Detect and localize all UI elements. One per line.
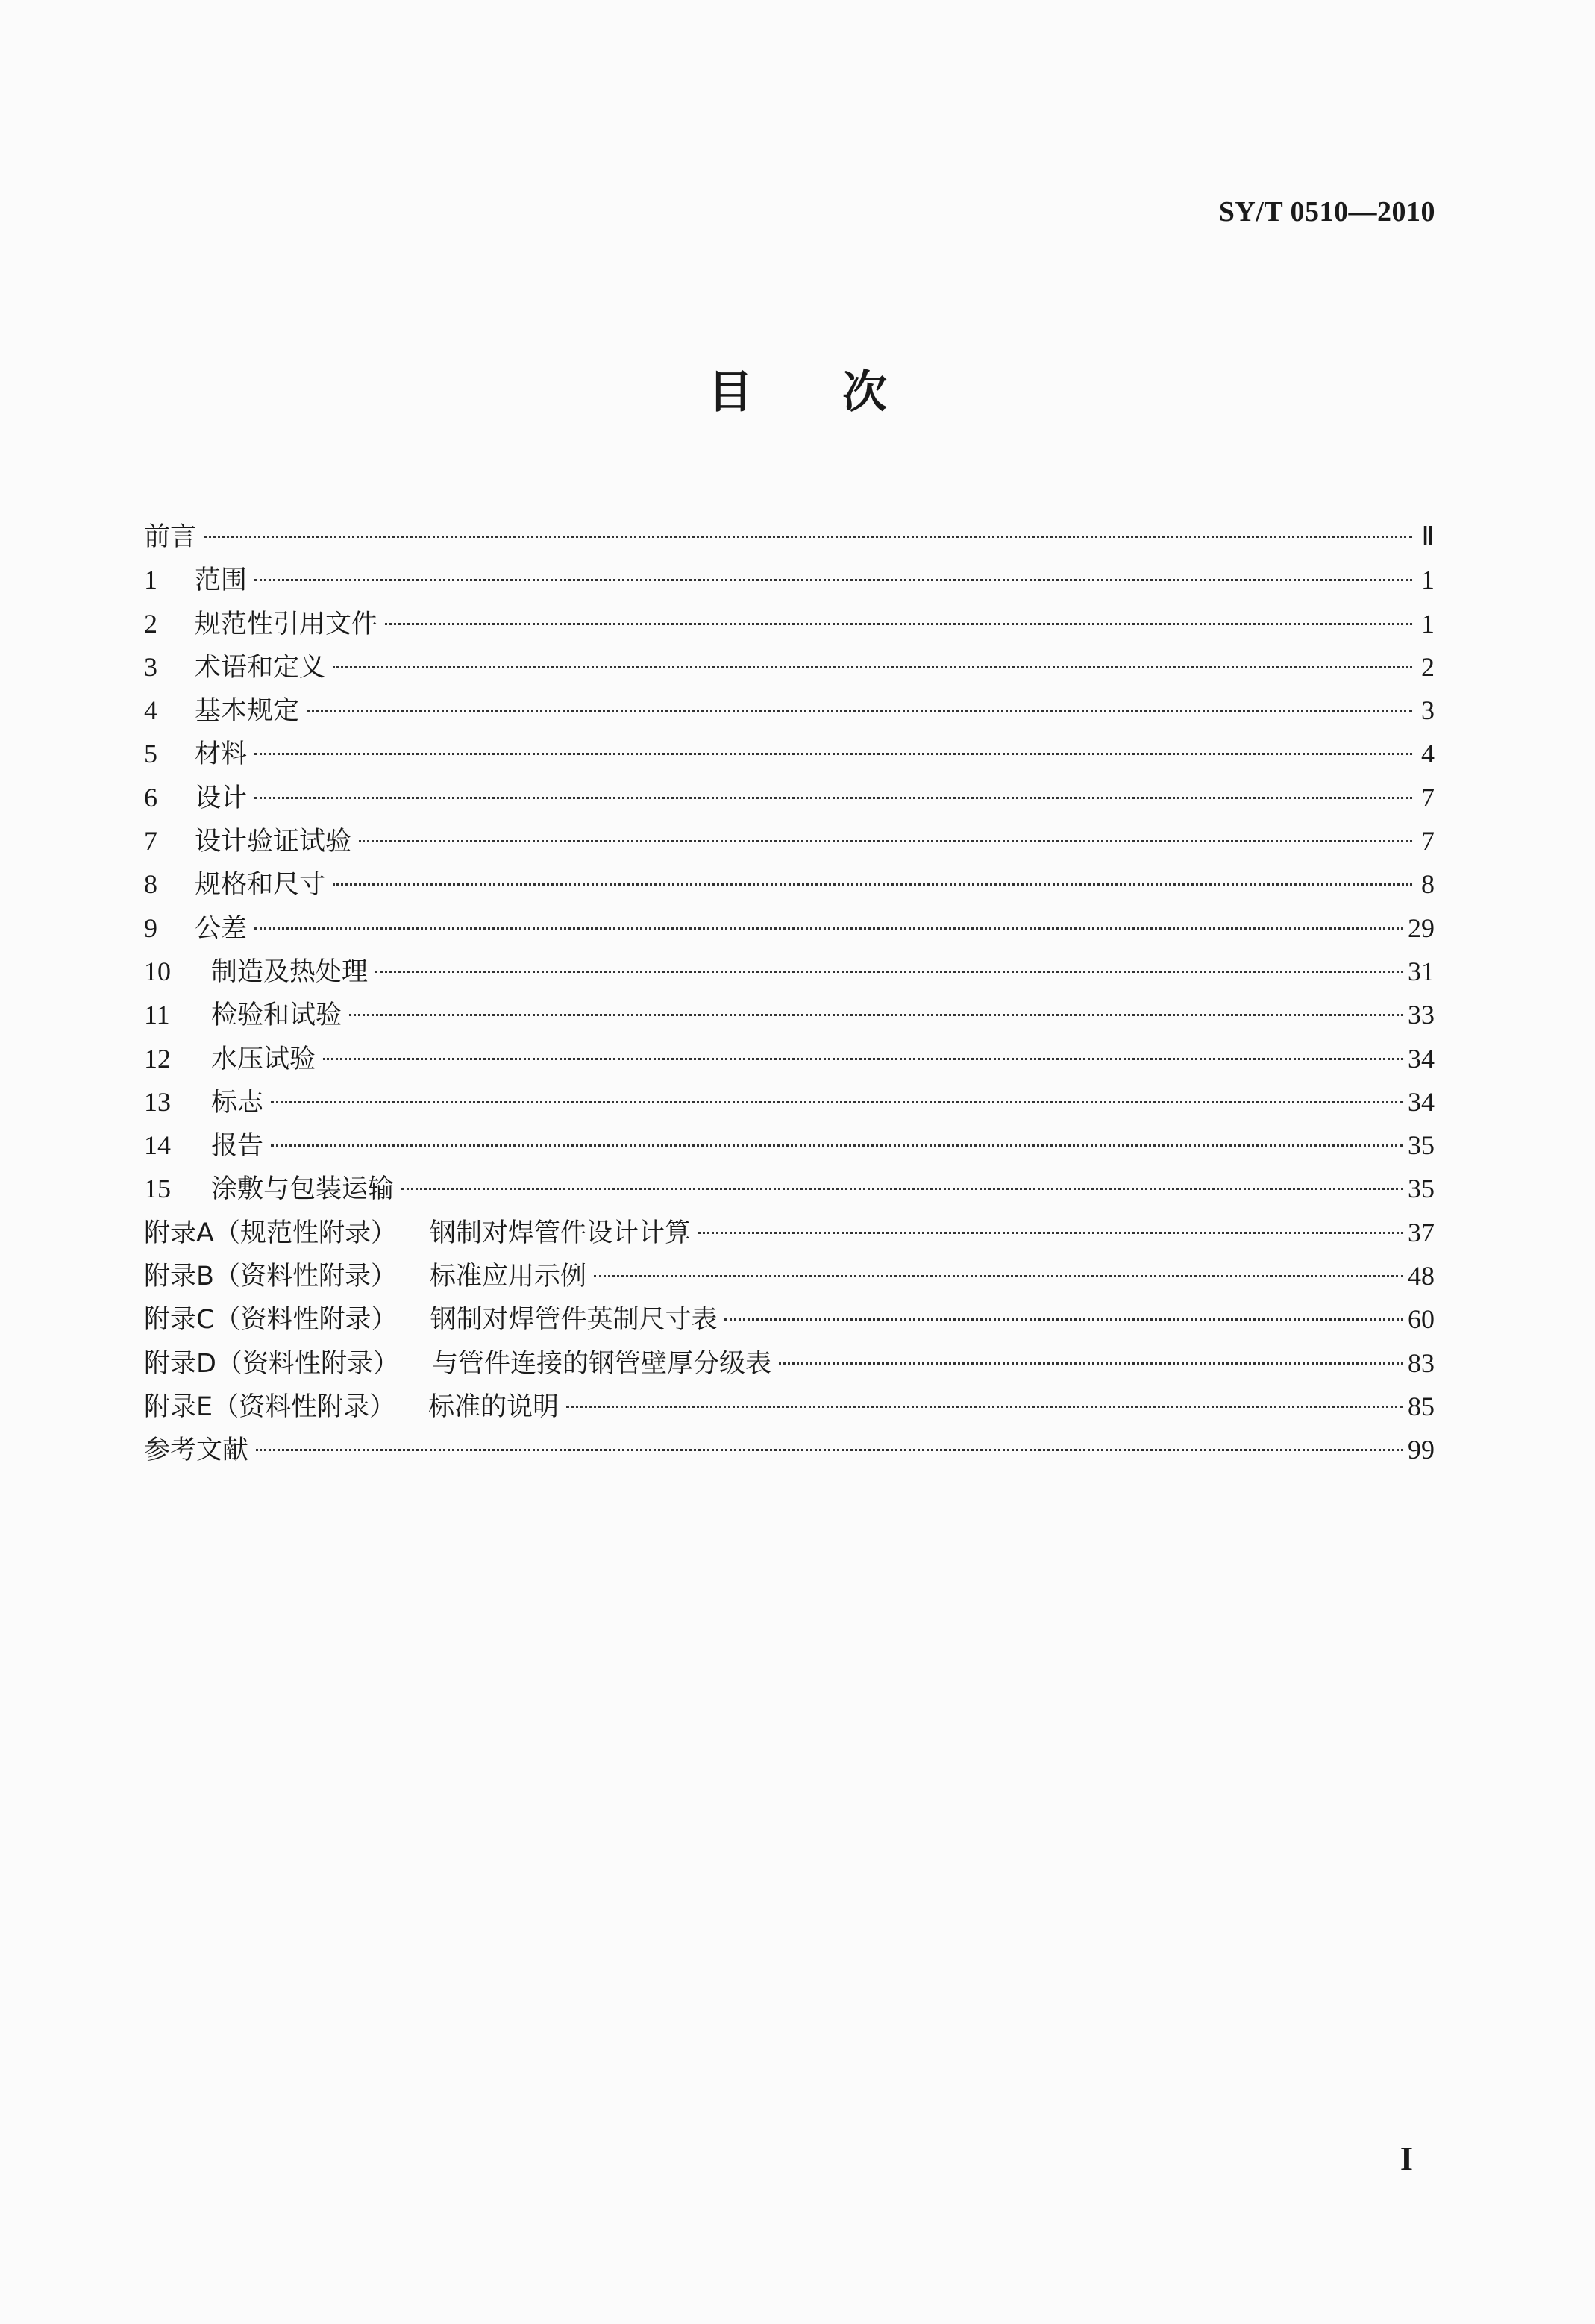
dot-leader [254, 927, 1403, 930]
dot-leader [349, 1014, 1403, 1016]
toc-entry-title: 前言 [144, 522, 197, 552]
toc-entry[interactable] [144, 1080, 1435, 1124]
toc-entry-page: 29 [1408, 912, 1435, 943]
toc-entry[interactable] [144, 645, 1435, 689]
dot-leader [323, 1058, 1403, 1060]
toc-entry-page: 83 [1408, 1347, 1435, 1378]
toc-entry-page: 33 [1408, 1000, 1435, 1030]
dot-leader [698, 1232, 1403, 1234]
toc-entry-subtitle: 钢制对焊管件设计计算 [429, 1218, 691, 1248]
toc-entry[interactable] [144, 950, 1435, 993]
toc-entry-page: 37 [1408, 1217, 1435, 1247]
dot-leader [385, 623, 1412, 625]
toc-entry[interactable] [144, 1428, 1435, 1471]
dot-leader [307, 710, 1412, 712]
toc-entry-title: 附录E（资料性附录） [144, 1391, 396, 1422]
toc-entry[interactable] [144, 1385, 1435, 1428]
dot-leader [566, 1406, 1403, 1408]
dot-leader [254, 797, 1412, 799]
toc-entry-subtitle: 与管件连接的钢管壁厚分级表 [431, 1348, 771, 1379]
dot-leader [256, 1449, 1403, 1451]
toc-entry-number: 6 [144, 782, 157, 812]
toc-entry[interactable] [144, 1297, 1435, 1341]
toc-entry-page: 2 [1421, 651, 1435, 682]
toc-entry-title: 设计 [195, 783, 248, 813]
toc-entry-title: 检验和试验 [211, 1000, 342, 1031]
toc-entry-number: 9 [144, 912, 157, 943]
toc-entry[interactable] [144, 1037, 1435, 1080]
toc-entry-number: 3 [144, 651, 157, 682]
page-title [0, 357, 1595, 421]
dot-leader [594, 1275, 1403, 1277]
toc-entry-number: 12 [144, 1043, 171, 1074]
toc-entry[interactable] [144, 1341, 1435, 1385]
dot-leader [333, 666, 1412, 668]
toc-entry[interactable] [144, 776, 1435, 819]
dot-leader [333, 883, 1412, 886]
dot-leader [254, 753, 1412, 755]
toc-entry-title: 范围 [195, 566, 248, 596]
dot-leader [204, 536, 1412, 538]
toc-entry-number: 11 [144, 1000, 170, 1030]
toc-entry-page: 1 [1421, 608, 1435, 639]
toc-entry-page: 7 [1421, 826, 1435, 856]
toc-entry-title: 水压试验 [211, 1044, 316, 1074]
toc-entry-page: 60 [1408, 1304, 1435, 1335]
toc-entry-title: 制造及热处理 [211, 956, 369, 987]
toc-entry-page: 8 [1421, 869, 1435, 900]
toc-entry-number: 5 [144, 739, 157, 769]
toc-entry-title: 术语和定义 [195, 652, 326, 683]
toc-entry-number: 4 [144, 695, 157, 726]
toc-entry-page: 1 [1421, 565, 1435, 595]
dot-leader [271, 1144, 1403, 1147]
toc-entry-page: 34 [1408, 1086, 1435, 1117]
dot-leader [375, 971, 1403, 973]
toc-entry-title: 标志 [211, 1087, 264, 1118]
toc-entry-page: 7 [1421, 782, 1435, 812]
toc-entry-number: 15 [144, 1174, 171, 1204]
dot-leader [271, 1101, 1403, 1103]
toc-entry[interactable] [144, 602, 1435, 645]
toc-entry-page: 34 [1408, 1043, 1435, 1074]
toc-entry-number: 14 [144, 1130, 171, 1161]
toc-entry-number: 1 [144, 565, 157, 595]
toc-entry-number: 8 [144, 869, 157, 900]
toc-entry-page: 4 [1421, 739, 1435, 769]
toc-entry-title: 附录A（规范性附录） [144, 1218, 397, 1248]
toc-entry-title: 附录D（资料性附录） [144, 1348, 399, 1379]
title-char-1: 目 [708, 366, 753, 419]
toc-entry-title: 参考文献 [144, 1435, 249, 1466]
toc-entry-number: 2 [144, 608, 157, 639]
toc-entry-title: 报告 [211, 1131, 264, 1162]
dot-leader [359, 840, 1412, 842]
title-char-2: 次 [842, 366, 887, 419]
toc-entry-title: 规范性引用文件 [195, 609, 378, 639]
toc-entry[interactable] [144, 1167, 1435, 1210]
toc-entry[interactable] [144, 993, 1435, 1036]
toc-entry[interactable] [144, 1211, 1435, 1254]
toc-entry[interactable] [144, 1124, 1435, 1167]
table-of-contents [144, 515, 1435, 1472]
toc-entry-title: 基本规定 [195, 696, 300, 727]
toc-entry-title: 材料 [195, 739, 248, 770]
toc-entry-subtitle: 标准的说明 [428, 1391, 560, 1422]
toc-entry[interactable] [144, 862, 1435, 906]
dot-leader [401, 1188, 1403, 1190]
standard-code: SY/T 0510—2010 [1218, 196, 1435, 228]
toc-entry[interactable] [144, 689, 1435, 732]
toc-entry-title: 涂敷与包装运输 [211, 1174, 395, 1205]
toc-entry-page: 85 [1408, 1391, 1435, 1421]
toc-entry-number: 10 [144, 956, 171, 986]
toc-entry-page: 3 [1421, 695, 1435, 726]
toc-entry-title: 设计验证试验 [195, 827, 352, 857]
dot-leader [254, 579, 1412, 581]
toc-entry-page: 35 [1408, 1174, 1435, 1204]
toc-entry-page: 31 [1408, 956, 1435, 986]
toc-entry-subtitle: 钢制对焊管件英制尺寸表 [430, 1305, 718, 1335]
toc-entry-page: 48 [1408, 1261, 1435, 1291]
toc-entry-number: 7 [144, 826, 157, 856]
toc-entry[interactable] [144, 732, 1435, 775]
toc-entry-page: 35 [1408, 1130, 1435, 1161]
toc-entry[interactable] [144, 558, 1435, 601]
toc-entry-title: 公差 [195, 913, 248, 944]
toc-entry[interactable] [144, 515, 1435, 558]
page-number: I [1400, 2140, 1413, 2177]
dot-leader [724, 1318, 1403, 1321]
toc-entry-subtitle: 标准应用示例 [430, 1262, 587, 1292]
toc-entry[interactable] [144, 906, 1435, 950]
toc-entry[interactable] [144, 1254, 1435, 1297]
toc-entry[interactable] [144, 819, 1435, 862]
toc-entry-title: 规格和尺寸 [195, 870, 326, 901]
toc-entry-number: 13 [144, 1086, 171, 1117]
toc-entry-page: 99 [1408, 1435, 1435, 1465]
toc-entry-title: 附录C（资料性附录） [144, 1305, 398, 1335]
toc-entry-title: 附录B（资料性附录） [144, 1262, 398, 1292]
dot-leader [779, 1362, 1403, 1365]
toc-entry-page: Ⅱ [1421, 522, 1435, 551]
